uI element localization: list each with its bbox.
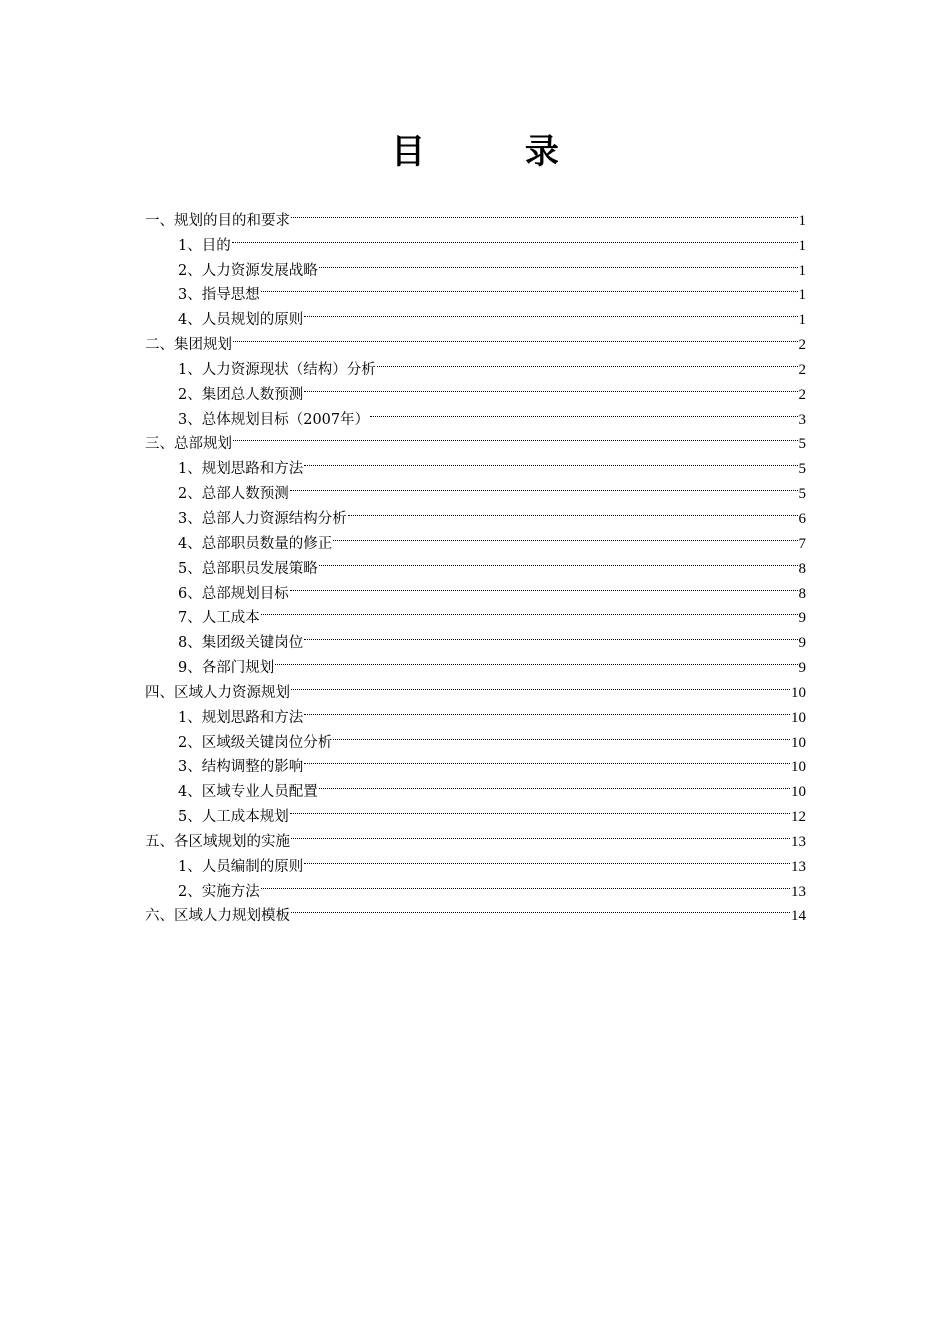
toc-dot-leader [291,672,790,697]
toc-entry[interactable] [145,448,806,478]
toc-entry-page-number: 12 [791,809,806,826]
toc-entry-label: 7、人工成本 [178,610,260,627]
toc-title: 目 录 [391,132,603,172]
toc-entry-page-number: 6 [798,510,806,527]
toc-dot-leader [333,523,797,548]
toc-entry-page-number: 1 [798,237,806,254]
toc-entry-label: 二、集团规划 [145,337,232,354]
toc-entry-page-number: 1 [798,212,806,229]
toc-dot-leader [290,573,798,598]
toc-entry[interactable] [145,349,806,378]
toc-entry[interactable] [145,250,806,279]
toc-entry-page-number: 10 [791,709,806,726]
toc-dot-leader [291,821,790,846]
toc-entry-label: 1、人力资源现状（结构）分析 [178,361,376,378]
toc-dot-leader [290,473,798,498]
toc-entry[interactable] [145,424,806,453]
toc-dot-leader [261,871,790,896]
toc-entry-label: 8、集团级关键岗位 [178,635,304,652]
toc-entry-label: 1、目的 [178,237,231,254]
toc-dot-leader [304,448,797,473]
toc-entry-label: 2、人力资源发展战略 [178,262,318,279]
toc-dot-leader [261,275,798,300]
toc-dot-leader [319,771,790,796]
toc-dot-leader [304,374,797,399]
toc-entry-page-number: 10 [791,684,806,701]
toc-entry-page-number: 8 [798,585,806,602]
toc-dot-leader [319,548,798,573]
toc-entry-page-number: 14 [791,908,806,925]
toc-entry-page-number: 13 [791,833,806,850]
toc-entry-label: 三、总部规划 [145,436,232,453]
toc-entry-label: 6、总部规划目标 [178,585,289,602]
toc-entry-label: 2、总部人数预测 [178,486,289,503]
toc-dot-leader [233,424,798,449]
toc-entry-label: 9、各部门规划 [178,660,275,677]
toc-entry-page-number: 8 [798,560,806,577]
toc-entry-page-number: 3 [798,411,806,428]
toc-entry-page-number: 1 [798,287,806,304]
toc-entry[interactable] [145,200,806,229]
toc-dot-leader [304,846,790,871]
toc-dot-leader [275,647,797,672]
toc-entry-page-number: 13 [791,858,806,875]
toc-entry-label: 五、各区域规划的实施 [145,833,290,850]
toc-entry-page-number: 10 [791,759,806,776]
toc-entry-page-number: 9 [798,635,806,652]
toc-dot-leader [348,498,798,523]
toc-entry-page-number: 13 [791,883,806,900]
toc-entry-page-number: 1 [798,312,806,329]
toc-dot-leader [233,324,798,349]
toc-entry-page-number: 2 [798,361,806,378]
toc-entry-page-number: 1 [798,262,806,279]
toc-dot-leader [304,622,797,647]
toc-dot-leader [304,299,797,324]
toc-dot-leader [290,796,790,821]
toc-entry-page-number: 10 [791,734,806,751]
toc-entry-label: 1、人员编制的原则 [178,858,304,875]
toc-dot-leader [304,697,790,722]
toc-dot-leader [319,250,798,275]
toc-dot-leader [291,896,790,921]
toc-entry-label: 5、人工成本规划 [178,809,289,826]
toc-dot-leader [232,225,798,250]
toc-entry-page-number: 7 [798,535,806,552]
toc-entry-label: 3、结构调整的影响 [178,759,304,776]
toc-entry-label: 1、规划思路和方法 [178,709,304,726]
toc-dot-leader [291,200,798,225]
toc-entry-page-number: 5 [798,436,806,453]
toc-entry-label: 4、区域专业人员配置 [178,784,318,801]
toc-entry[interactable] [145,324,806,354]
toc-dot-leader [333,722,790,747]
toc-dot-leader [377,349,798,374]
toc-entry-label: 1、规划思路和方法 [178,461,304,478]
toc-entry-page-number: 2 [798,386,806,403]
toc-dot-leader [304,747,790,772]
toc-entry-label: 4、总部职员数量的修正 [178,535,333,552]
toc-entry-page-number: 9 [798,660,806,677]
toc-entry-page-number: 2 [798,337,806,354]
toc-dot-leader [261,598,798,623]
toc-entry-page-number: 5 [798,461,806,478]
table-of-contents [145,200,806,925]
toc-entry-label: 3、指导思想 [178,287,260,304]
toc-entry-label: 2、实施方法 [178,883,260,900]
toc-entry-label: 5、总部职员发展策略 [178,560,318,577]
toc-entry-label: 4、人员规划的原则 [178,312,304,329]
toc-entry-page-number: 9 [798,610,806,627]
toc-entry-label: 2、集团总人数预测 [178,386,304,403]
toc-entry-label: 一、规划的目的和要求 [145,212,290,229]
toc-entry-label: 2、区域级关键岗位分析 [178,734,333,751]
toc-dot-leader [370,399,797,424]
toc-entry-label: 3、总部人力资源结构分析 [178,510,347,527]
toc-entry[interactable] [145,225,806,254]
toc-entry-page-number: 10 [791,784,806,801]
toc-entry-page-number: 5 [798,486,806,503]
toc-entry-label: 六、区域人力规划模板 [145,908,290,925]
toc-entry-label: 四、区域人力资源规划 [145,684,290,701]
toc-entry-label: 3、总体规划目标（2007年） [178,411,370,428]
